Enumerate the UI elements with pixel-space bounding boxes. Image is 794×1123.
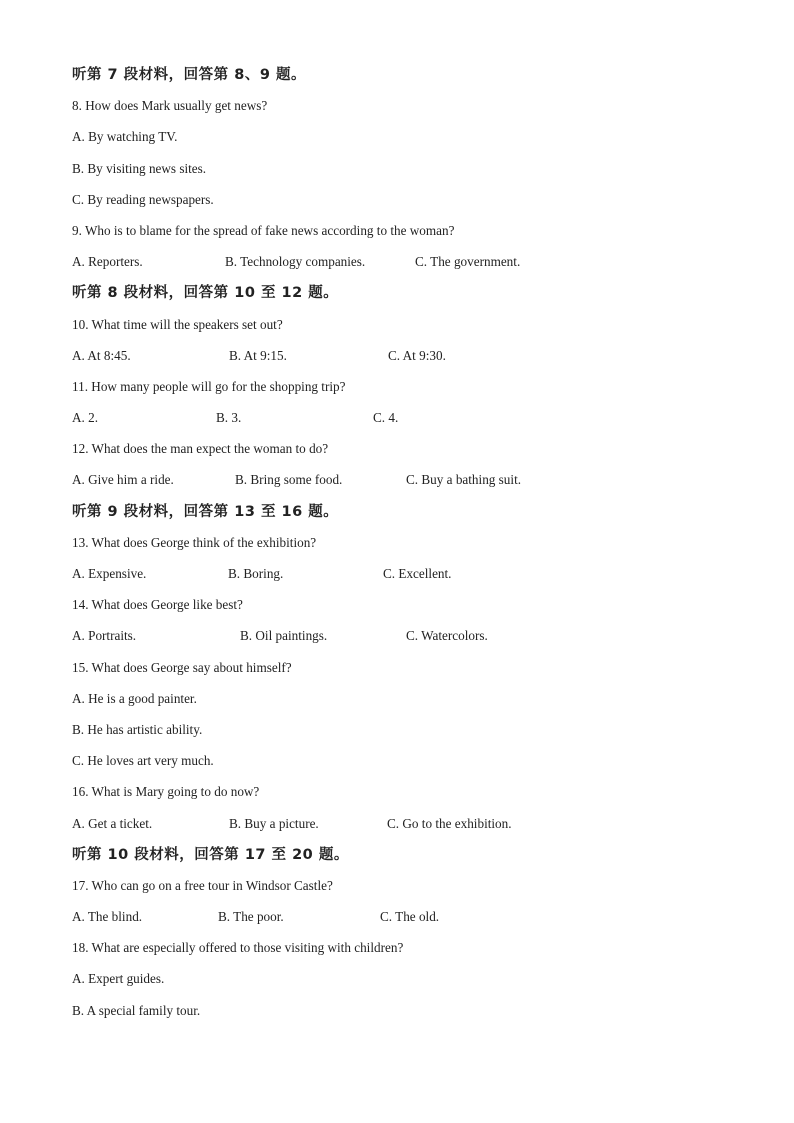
answer-option: A. 2. [72, 410, 99, 426]
answer-options-row [72, 345, 752, 376]
answer-option: B. Buy a picture. [229, 815, 319, 831]
question-text: 16. What is Mary going to do now? [72, 784, 260, 800]
answer-option: A. He is a good painter. [72, 690, 197, 706]
answer-option: A. The blind. [72, 909, 143, 925]
question-text: 9. Who is to blame for the spread of fake news according to the woman? [72, 222, 455, 238]
question-text: 12. What does the man expect the woman to do? [72, 441, 329, 457]
answer-options-row [72, 563, 752, 594]
answer-option: C. Watercolors. [406, 628, 488, 644]
section-heading: 听第 8 段材料，回答第 10 至 12 题。 [72, 285, 339, 302]
answer-option: C. Excellent. [383, 566, 452, 581]
answer-options-row [72, 625, 752, 656]
answer-option: C. At 9:30. [388, 347, 446, 363]
answer-option: B. Technology companies. [225, 254, 366, 270]
question-text: 15. What does George say about himself? [72, 659, 292, 675]
answer-option: A. Expert guides. [72, 971, 165, 987]
answer-option: B. He has artistic ability. [72, 721, 203, 737]
answer-option: B. Oil paintings. [240, 628, 328, 644]
answer-option: B. A special family tour. [72, 1002, 201, 1018]
answer-option: A. Expensive. [72, 566, 147, 581]
answer-option: B. The poor. [218, 909, 284, 925]
answer-option: C. Go to the exhibition. [387, 815, 512, 831]
question-text: 8. How does Mark usually get news? [72, 98, 268, 114]
answer-option: B. Boring. [228, 566, 284, 581]
question-text: 13. What does George think of the exhibition? [72, 534, 317, 550]
answer-option: C. By reading newspapers. [72, 191, 214, 207]
answer-option: C. The government. [415, 254, 521, 270]
question-text: 11. How many people will go for the shopping trip? [72, 378, 346, 394]
question-text: 18. What are especially offered to those visiting with children? [72, 940, 404, 956]
document-page [72, 64, 752, 1031]
question-text: 17. Who can go on a free tour in Windsor Castle? [72, 877, 333, 893]
answer-option: A. By watching TV. [72, 129, 178, 145]
answer-options-row [72, 906, 752, 937]
section-heading: 听第 9 段材料，回答第 13 至 16 题。 [72, 503, 339, 520]
answer-option: A. Get a ticket. [72, 815, 153, 831]
answer-option: A. Reporters. [72, 254, 143, 270]
answer-option: B. At 9:15. [229, 347, 287, 363]
question-text: 14. What does George like best? [72, 597, 243, 613]
answer-option: C. Buy a bathing suit. [406, 472, 522, 488]
answer-option: A. At 8:45. [72, 347, 131, 363]
section-heading: 听第 7 段材料，回答第 8、9 题。 [72, 67, 306, 83]
answer-option: C. He loves art very much. [72, 753, 214, 769]
answer-option: A. Portraits. [72, 628, 137, 644]
answer-option: C. 4. [373, 410, 399, 426]
section-heading: 听第 10 段材料，回答第 17 至 20 题。 [72, 846, 349, 863]
answer-option: C. The old. [380, 909, 440, 925]
answer-options-row [72, 813, 752, 844]
answer-options-row [72, 469, 752, 500]
answer-options-row [72, 251, 752, 282]
question-text: 10. What time will the speakers set out? [72, 316, 283, 332]
answer-option: B. Bring some food. [235, 472, 343, 488]
answer-option: B. 3. [216, 410, 242, 426]
answer-option: A. Give him a ride. [72, 472, 174, 488]
answer-options-row [72, 407, 752, 438]
answer-option: B. By visiting news sites. [72, 160, 207, 176]
